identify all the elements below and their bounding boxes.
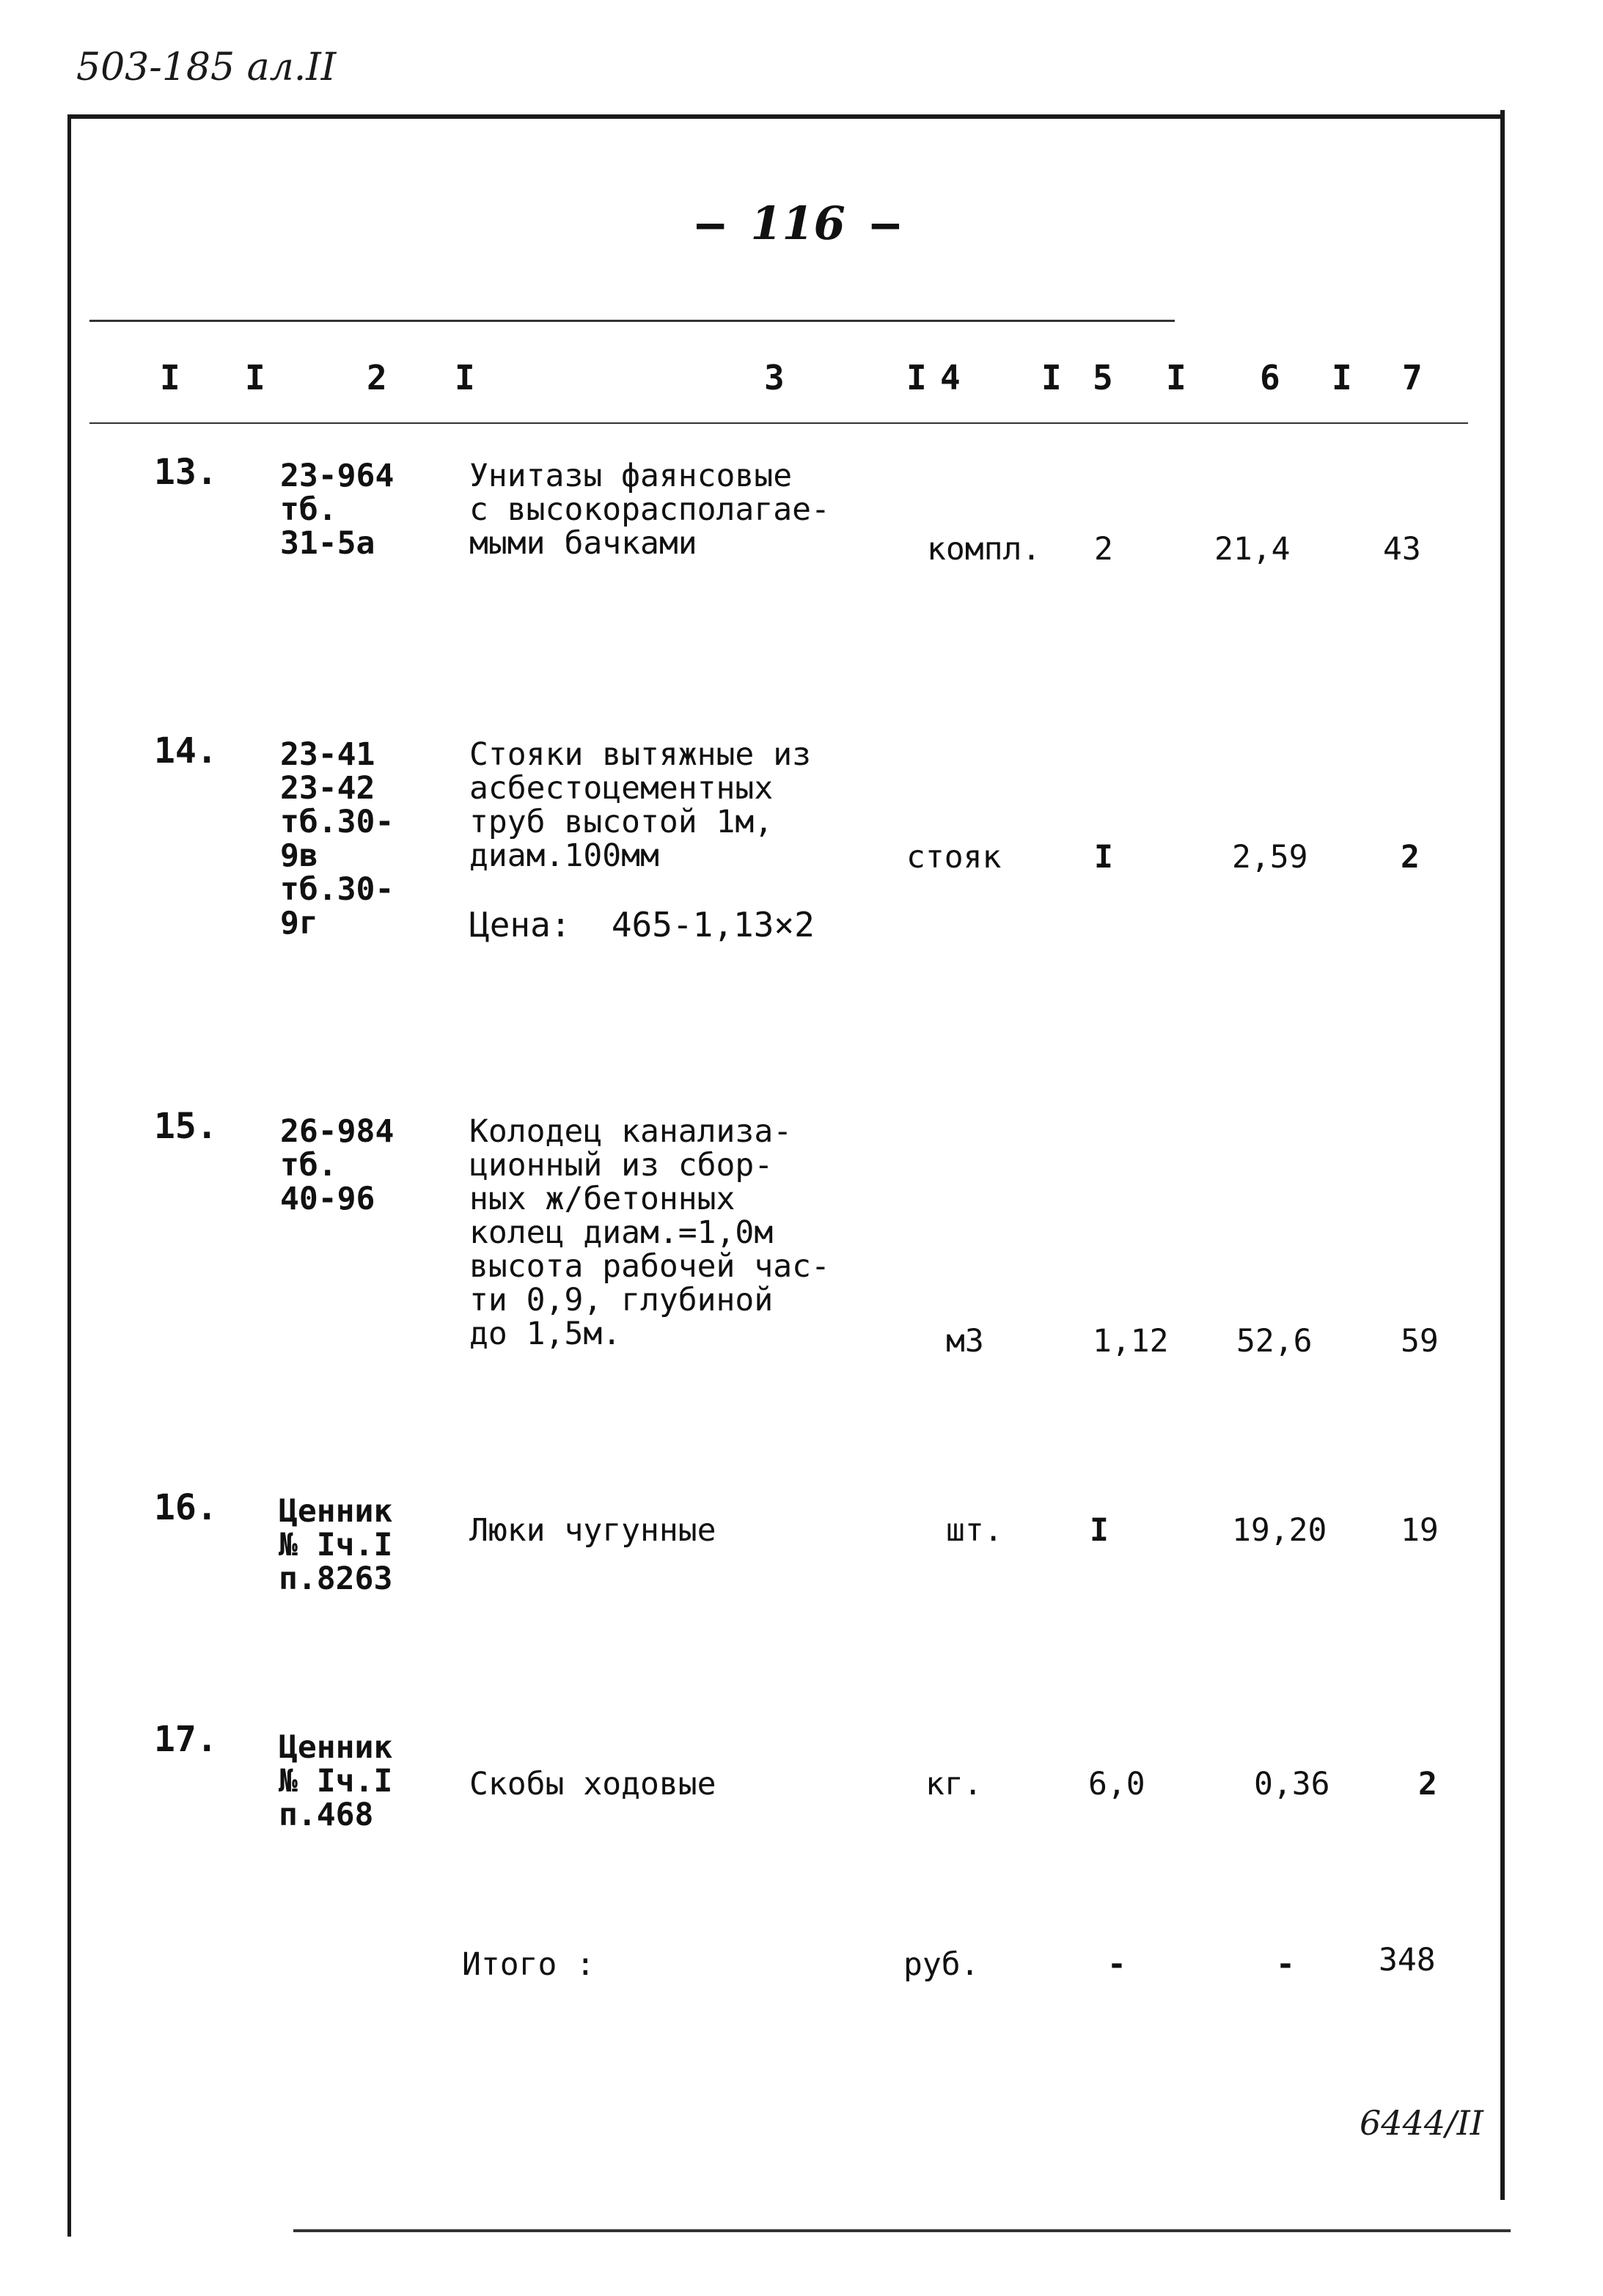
row-price: 0,36 <box>1254 1766 1330 1802</box>
row-unit: стояк <box>906 839 1002 876</box>
total-value: 348 <box>1379 1942 1436 1978</box>
total-price: - <box>1276 1946 1295 1983</box>
col-header-5: 5 <box>1093 358 1113 397</box>
row-unit: кг. <box>925 1766 983 1802</box>
col-header-1: I <box>160 358 180 397</box>
row-total: 43 <box>1383 531 1421 568</box>
row-quantity: I <box>1094 839 1113 876</box>
row-number: 16. <box>154 1487 218 1528</box>
row-code: 23-964 тб. 31-5а <box>280 458 395 562</box>
row-total: 2 <box>1418 1766 1437 1802</box>
row-price: 21,4 <box>1214 531 1291 568</box>
row-code: Ценник № Iч.I п.468 <box>279 1729 393 1833</box>
archive-note: 6444/II <box>1360 2103 1483 2143</box>
col-header-4: 4 <box>940 358 961 397</box>
total-unit: руб. <box>903 1946 980 1983</box>
page-number-value: 116 <box>750 197 845 250</box>
header-bottom-rule <box>89 422 1468 424</box>
row-price: 52,6 <box>1236 1323 1313 1360</box>
col-separator: I <box>455 358 475 397</box>
row-description: Скобы ходовые <box>469 1766 716 1802</box>
row-code: Ценник № Iч.I п.8263 <box>279 1493 393 1597</box>
row-number: 15. <box>154 1106 218 1147</box>
col-separator: I <box>906 358 927 397</box>
row-price: 19,20 <box>1232 1512 1327 1549</box>
corner-note: 503-185 ал.II <box>76 45 337 89</box>
row-description: Люки чугунные <box>469 1512 716 1549</box>
row-unit: шт. <box>946 1512 1003 1549</box>
col-header-3: 3 <box>764 358 785 397</box>
frame-right-border <box>1500 110 1505 2200</box>
row-number: 17. <box>154 1719 218 1760</box>
row-unit: компл. <box>927 531 1041 568</box>
col-separator: I <box>1041 358 1062 397</box>
row-quantity: 6,0 <box>1088 1766 1145 1802</box>
col-header-7: 7 <box>1402 358 1423 397</box>
row-description: Колодец канализа- ционный из сбор- ных ж/бетонных колец диам.=1,0м высота рабочей час- ти 0,9, глубиной до 1,5м. <box>469 1113 830 1352</box>
row-number: 13. <box>154 452 218 493</box>
total-label: Итого : <box>462 1946 595 1983</box>
row-unit: м3 <box>946 1323 984 1360</box>
row-description: Стояки вытяжные из асбестоцементных труб высотой 1м, диам.100мм <box>469 736 811 874</box>
page-number: – 116 – <box>697 197 900 250</box>
frame-left-border <box>67 117 71 2237</box>
total-quantity: - <box>1107 1946 1126 1983</box>
row-total: 2 <box>1401 839 1420 876</box>
frame-bottom-border <box>293 2229 1511 2232</box>
col-separator: I <box>245 358 265 397</box>
row-quantity: 1,12 <box>1093 1323 1169 1360</box>
row-price: 2,59 <box>1232 839 1308 876</box>
row-code: 23-41 23-42 тб.30- 9в тб.30- 9г <box>280 736 395 942</box>
col-separator: I <box>1166 358 1186 397</box>
row-number: 14. <box>154 730 218 771</box>
row-price-note: Цена: 465-1,13×2 <box>469 905 815 945</box>
row-quantity: 2 <box>1094 531 1113 568</box>
col-header-6: 6 <box>1260 358 1280 397</box>
col-separator: I <box>1332 358 1352 397</box>
row-total: 19 <box>1401 1512 1439 1549</box>
header-top-rule <box>89 320 1175 322</box>
frame-top-border <box>67 114 1505 119</box>
row-description: Унитазы фаянсовые с высокорасполагае- мыми бачками <box>469 458 830 562</box>
row-quantity: I <box>1090 1512 1109 1549</box>
col-header-2: 2 <box>367 358 387 397</box>
row-total: 59 <box>1401 1323 1439 1360</box>
row-code: 26-984 тб. 40-96 <box>280 1113 395 1217</box>
